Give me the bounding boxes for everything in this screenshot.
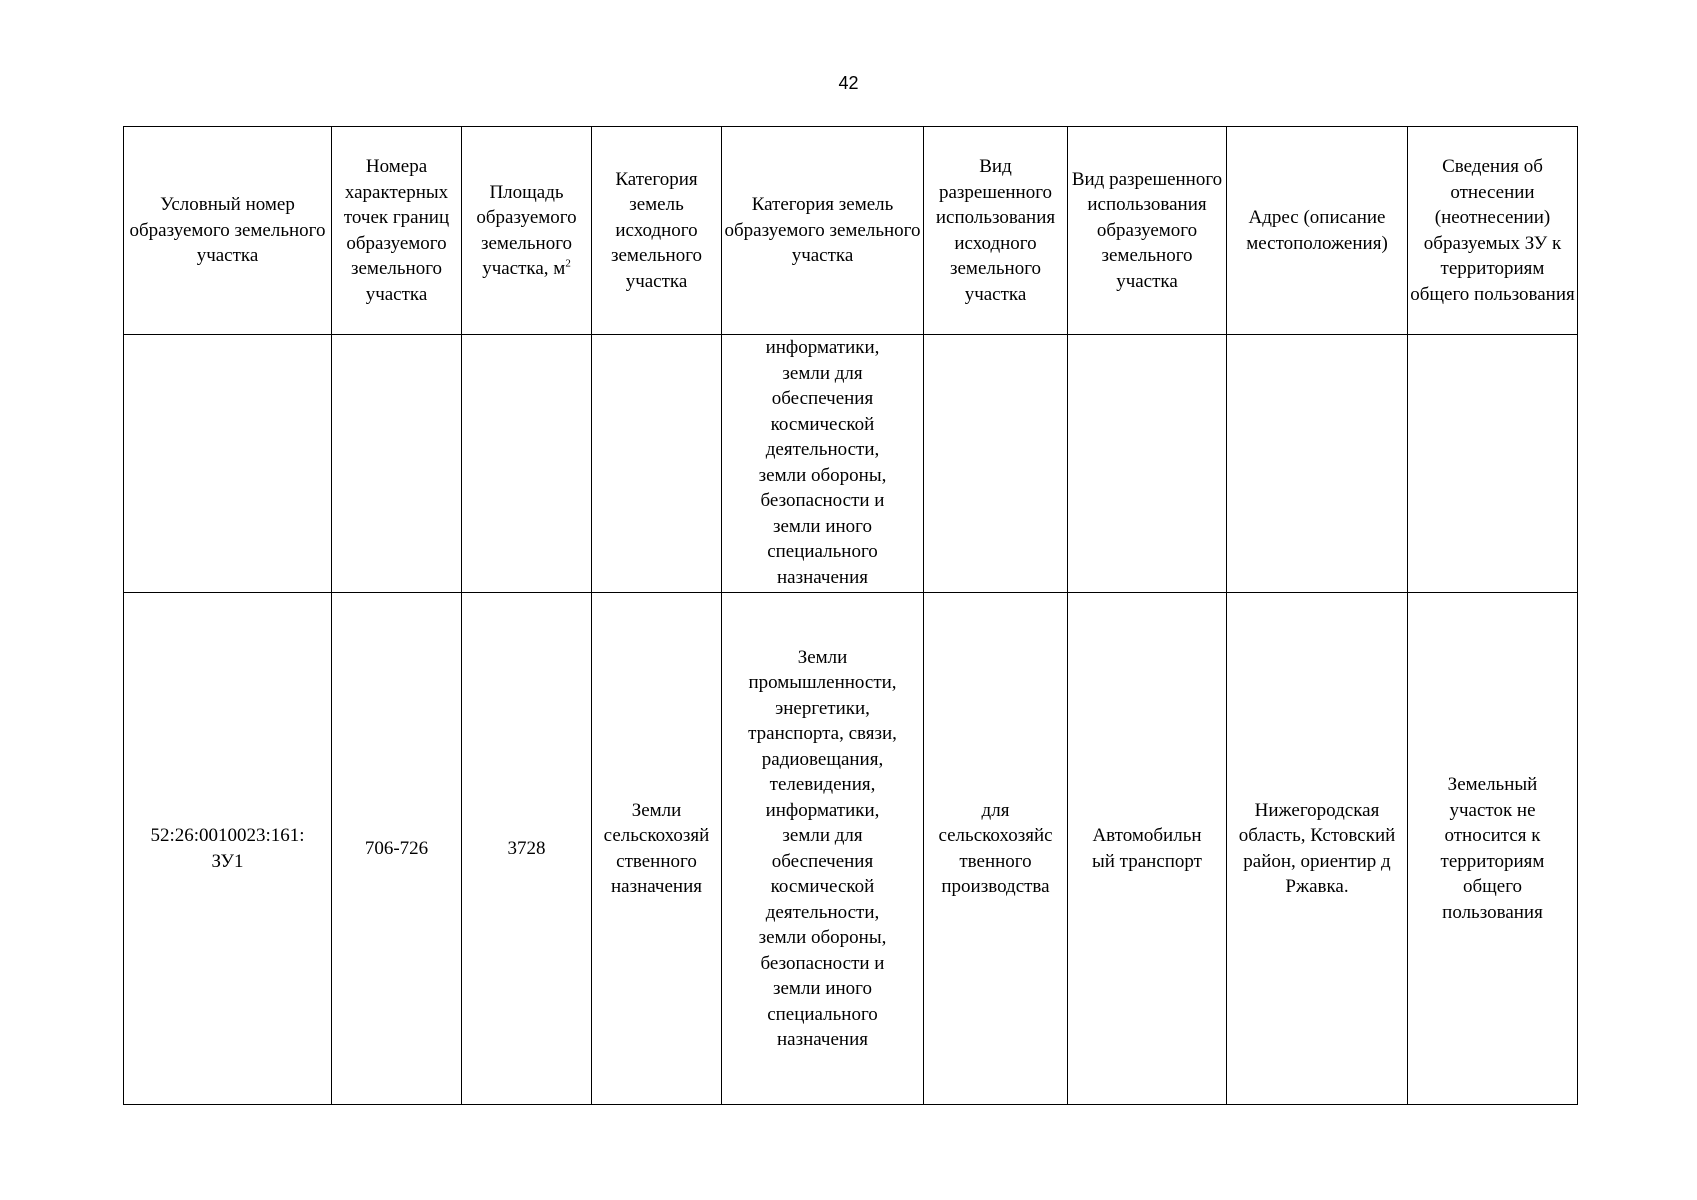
- cell-text-line: область, Кстовский: [1238, 825, 1396, 846]
- cell-text-line: участок не: [1449, 799, 1536, 821]
- cell-text-line: для: [981, 799, 1010, 821]
- cell-point-numbers: 706-726: [332, 593, 462, 1105]
- land-plot-table: [123, 126, 1578, 1105]
- cell-category-new-continued: [722, 335, 924, 593]
- cell-text-line: территориям: [1440, 850, 1545, 872]
- cell-text-line: назначения: [610, 876, 702, 897]
- cell-text-line: транспорта, связи,: [748, 723, 897, 744]
- cell-text-line: земли обороны,: [758, 927, 887, 948]
- cell-category-new: [722, 593, 924, 1105]
- cell-text-line: космической: [770, 413, 875, 435]
- header-area: [462, 127, 592, 335]
- header-category-new: Категория земель образуемого земельного участка: [722, 127, 924, 335]
- cell-empty: [924, 335, 1068, 593]
- table-row-continuation: [124, 335, 1578, 593]
- header-category-source: Категория земель исходного земельного участка: [592, 127, 722, 335]
- cell-text-line: специального: [767, 541, 878, 562]
- cell-text-line: телевидения,: [769, 774, 876, 795]
- cell-text-line: земли иного: [772, 515, 873, 537]
- cell-text-line: Земли: [631, 799, 682, 821]
- cell-text-line: сельскохозяй: [603, 825, 710, 846]
- cell-text-line: земли обороны,: [758, 464, 887, 486]
- header-public-territory: Сведения об отнесении (неотнесении) образуемых ЗУ к территориям общего пользования: [1408, 127, 1578, 335]
- cell-empty: [1227, 335, 1408, 593]
- cell-text-line: сельскохозяйс: [938, 825, 1053, 846]
- cell-empty: [332, 335, 462, 593]
- page-number: 42: [838, 73, 859, 93]
- cell-text-line: производства: [941, 876, 1050, 897]
- cell-text-line: безопасности и: [760, 490, 885, 511]
- cell-text-line: относится к: [1444, 825, 1541, 846]
- header-use-source: Вид разрешенного использования исходного земельного участка: [924, 127, 1068, 335]
- cell-use-new: [1068, 593, 1227, 1105]
- cell-text-line: безопасности и: [760, 952, 885, 974]
- cell-text-line: информатики,: [765, 337, 880, 358]
- header-point-numbers: Номера характерных точек границ образуемого земельного участка: [332, 127, 462, 335]
- cell-text-line: Земельный: [1447, 774, 1538, 795]
- cell-text-line: промышленности,: [748, 672, 897, 693]
- cell-text-line: обеспечения: [771, 850, 874, 872]
- cell-empty: [1408, 335, 1578, 593]
- cell-text-line: назначения: [776, 566, 868, 588]
- cell-public-territory: [1408, 593, 1578, 1105]
- cell-empty: [124, 335, 332, 593]
- cell-text-line: ЗУ1: [211, 850, 244, 872]
- cell-text-line: район, ориентир д: [1243, 850, 1391, 872]
- cell-text-line: радиовещания,: [761, 748, 884, 770]
- cell-text-line: информатики,: [765, 799, 880, 821]
- cell-text-line: Нижегородская: [1254, 799, 1380, 821]
- cell-text-line: земли для: [782, 825, 863, 846]
- cell-area: 3728: [462, 593, 592, 1105]
- cell-address: [1227, 593, 1408, 1105]
- cell-empty: [592, 335, 722, 593]
- cell-text-line: специального: [767, 1003, 878, 1025]
- cell-text-line: Земли: [797, 646, 848, 668]
- header-plot-number: Условный номер образуемого земельного участка: [124, 127, 332, 335]
- cell-empty: [462, 335, 592, 593]
- cell-text-line: Ржавка.: [1285, 876, 1349, 897]
- header-area-label: Площадь образуемого земельного участка, м: [476, 181, 577, 279]
- header-use-new: Вид разрешенного использования образуемого земельного участка: [1068, 127, 1227, 335]
- cell-text-line: общего: [1462, 876, 1523, 897]
- cell-text-line: деятельности,: [765, 439, 880, 460]
- cell-text-line: земли для: [782, 362, 863, 384]
- cell-text-line: деятельности,: [765, 901, 880, 923]
- table-header-row: [124, 127, 1578, 335]
- cell-text-line: 52:26:0010023:161:: [150, 825, 305, 846]
- cell-use-source: [924, 593, 1068, 1105]
- cell-text-line: ый транспорт: [1092, 850, 1202, 872]
- cell-category-source: [592, 593, 722, 1105]
- header-area-exponent: 2: [565, 257, 571, 270]
- cell-text-line: ственного: [616, 850, 697, 872]
- cell-text-line: Автомобильн: [1092, 825, 1202, 846]
- table-row: [124, 593, 1578, 1105]
- cell-text-line: космической: [770, 876, 875, 897]
- cell-text-line: обеспечения: [771, 388, 874, 409]
- cell-text-line: пользования: [1442, 901, 1543, 923]
- header-address: Адрес (описание местоположения): [1227, 127, 1408, 335]
- cell-text-line: энергетики,: [775, 697, 870, 719]
- cell-text-line: твенного: [959, 850, 1032, 872]
- cell-plot-number: [124, 593, 332, 1105]
- cell-text-line: назначения: [776, 1029, 868, 1050]
- cell-empty: [1068, 335, 1227, 593]
- cell-text-line: земли иного: [772, 978, 873, 999]
